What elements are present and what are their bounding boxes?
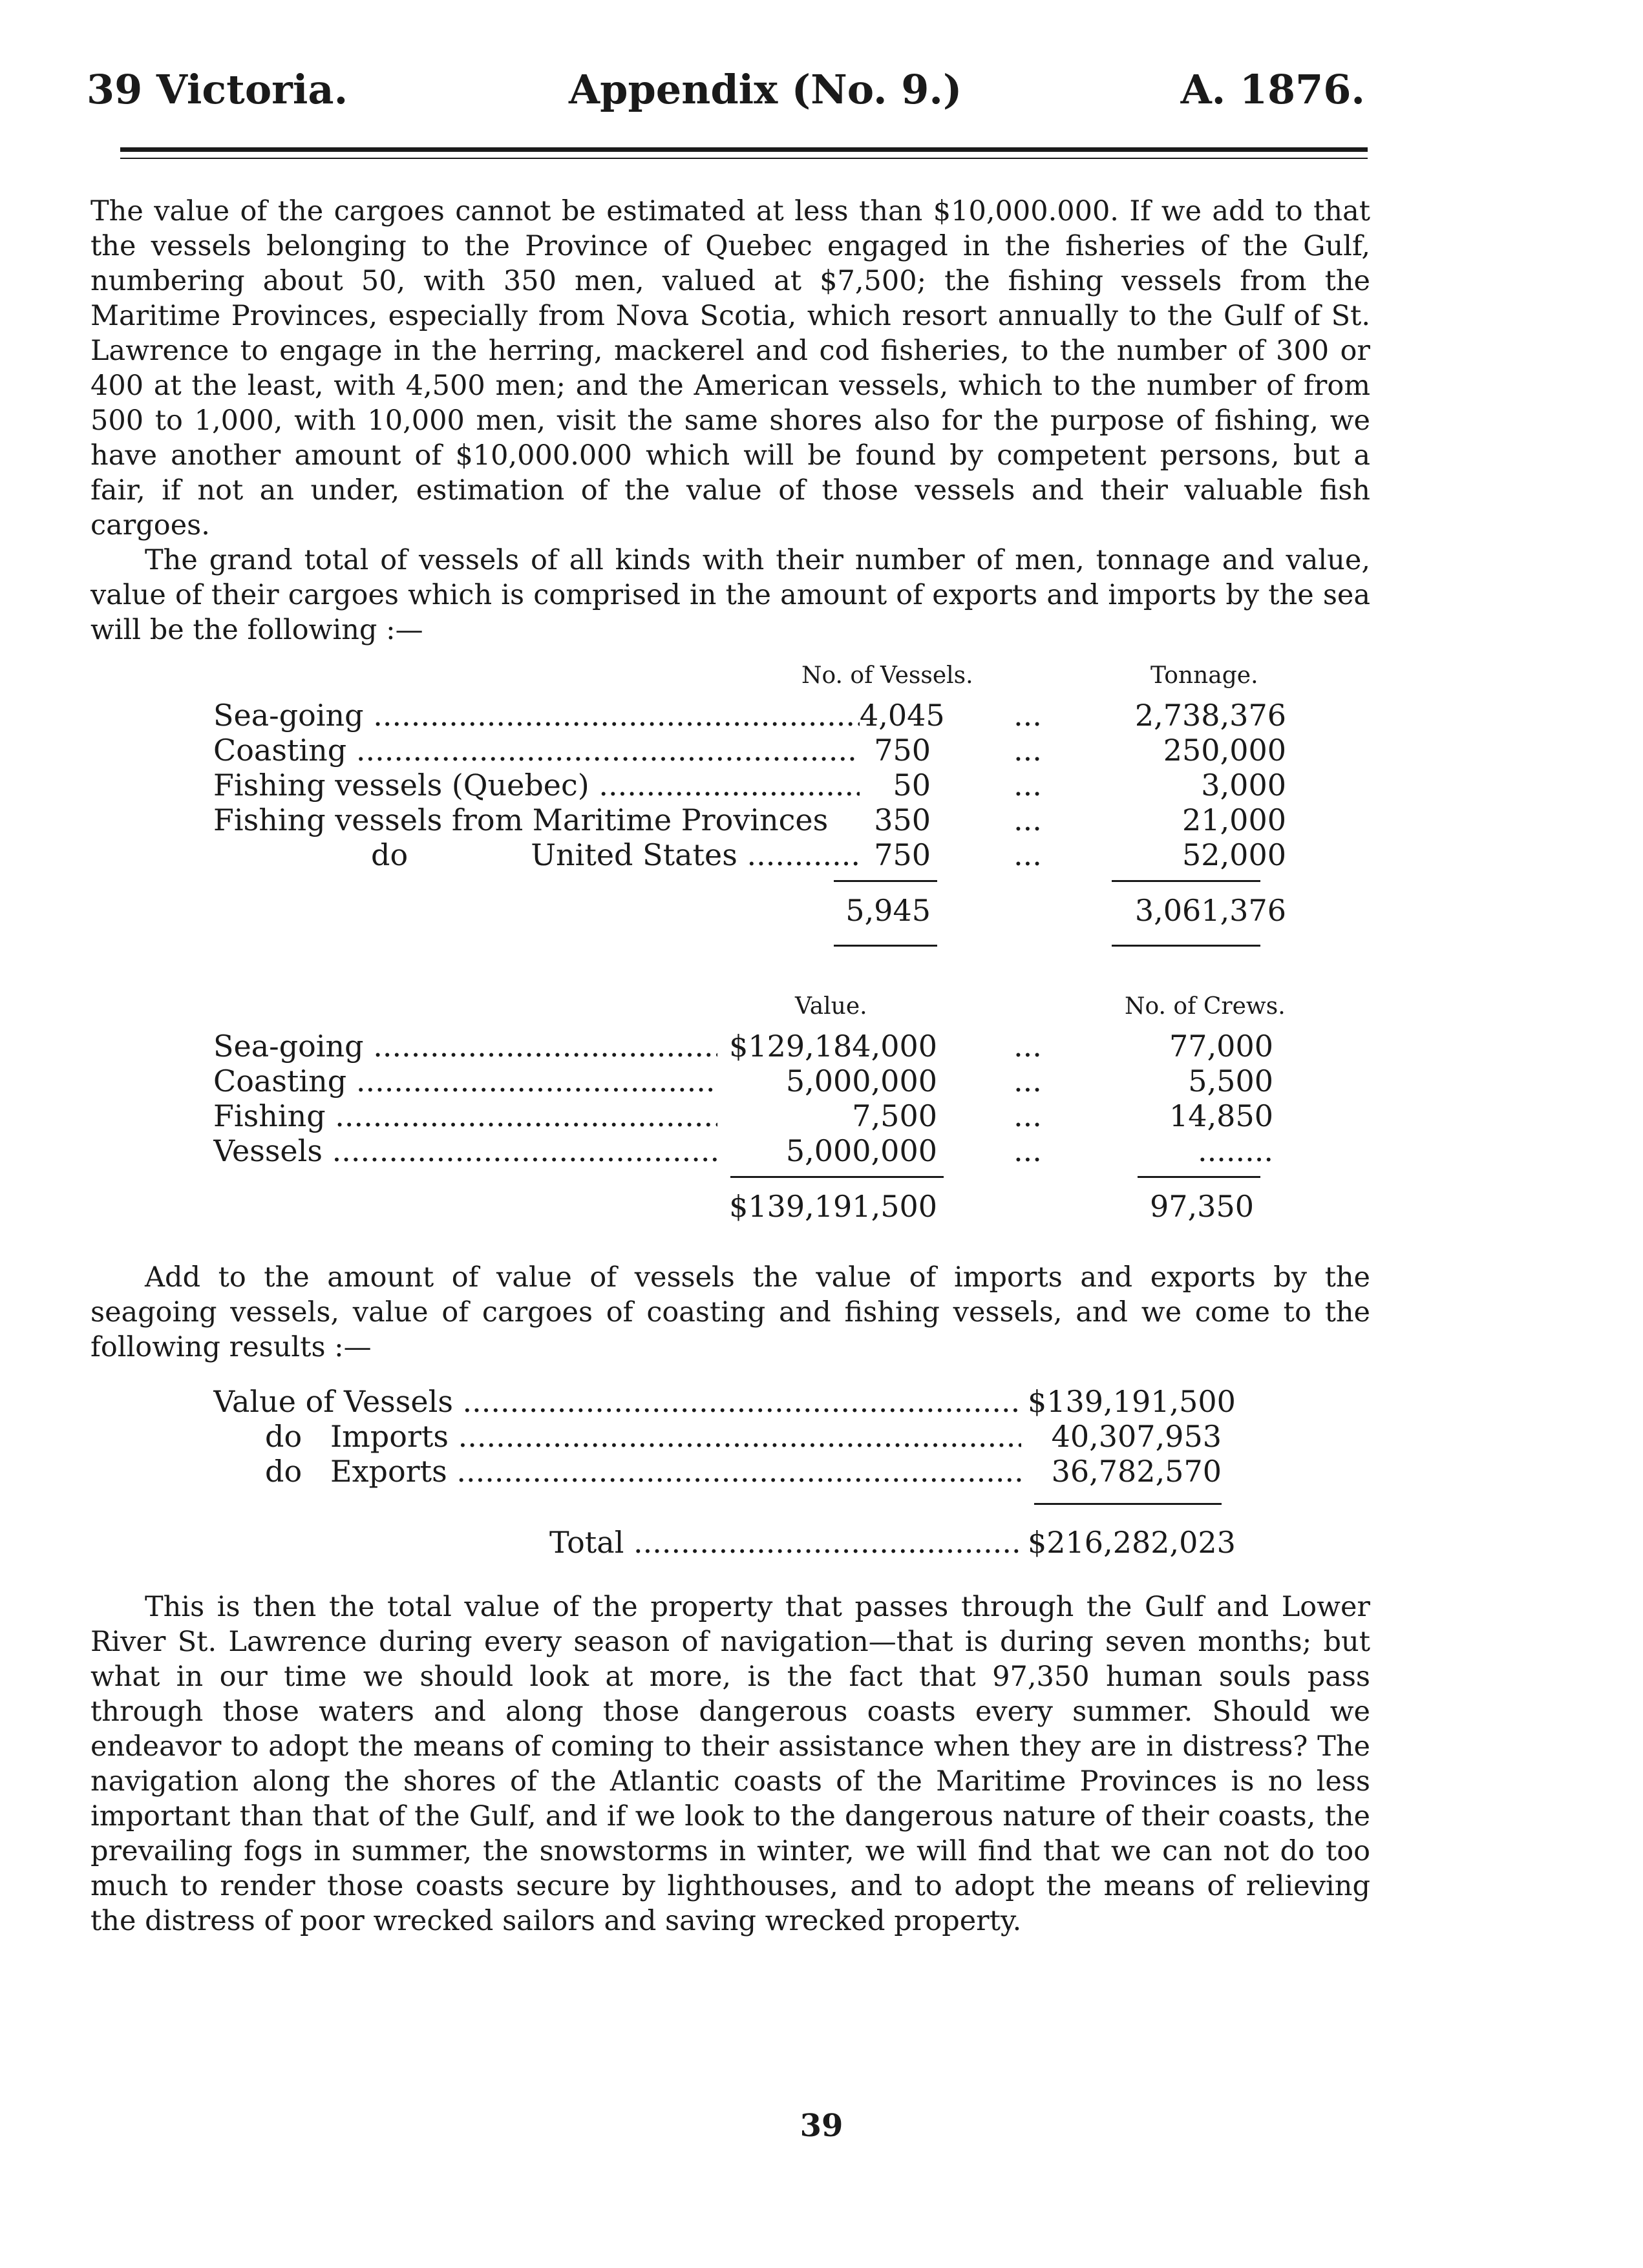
summary-row (213, 1454, 1222, 1489)
row-crews: 14,850 (1169, 1098, 1273, 1133)
row-label: Fishing vessels (Quebec) ..... (213, 768, 860, 803)
row-separator: ... (1013, 837, 1042, 872)
row-separator: ... (1013, 1098, 1042, 1133)
header-rule-thin (120, 158, 1368, 159)
row-separator: ... (1013, 803, 1042, 837)
table2-total-crews: 97,350 (1150, 1189, 1254, 1224)
table1-vessels-rule-bottom (834, 945, 937, 947)
row-label: Sea-going ..... (213, 1029, 717, 1064)
summary-value: 36,782,570 (1051, 1454, 1222, 1489)
row-vessels: 50 (893, 768, 931, 803)
row-value: 5,000,000 (785, 1133, 937, 1168)
header-appendix: Appendix (No. 9.) (569, 66, 962, 113)
table1-col-tonnage: Tonnage. (1150, 662, 1258, 689)
row-crews: ........ (1198, 1133, 1273, 1168)
row-label: Fishing vessels from Maritime Provinces (213, 803, 829, 837)
header-year: A. 1876. (1180, 66, 1365, 113)
row-separator: ... (1013, 1064, 1042, 1098)
table2-crews-rule (1138, 1176, 1260, 1178)
row-tonnage: 52,000 (1182, 837, 1286, 872)
row-separator: ... (1013, 768, 1042, 803)
row-vessels: 750 (874, 837, 931, 872)
row-crews: 5,500 (1188, 1064, 1273, 1098)
summary-rule (1034, 1503, 1222, 1505)
row-label: Coasting ..... (213, 733, 860, 768)
row-separator: ... (1013, 1029, 1042, 1064)
row-tonnage: 3,000 (1201, 768, 1286, 803)
paragraph-grand-total: The grand total of vessels of all kinds with their number of men, tonnage and value, value of their cargoes which is comprised in the amount of exports and imports by the sea will be the following :— (90, 544, 1370, 646)
row-tonnage: 2,738,376 (1134, 698, 1286, 733)
row-vessels: 750 (874, 733, 931, 768)
table2-total-value: $139,191,500 (729, 1189, 937, 1224)
row-separator: ... (1013, 733, 1042, 768)
row-tonnage: 21,000 (1182, 803, 1286, 837)
row-label: Vessels ..... (213, 1133, 717, 1168)
table2-col-value: Value. (795, 993, 867, 1020)
table2-col-crews: No. of Crews. (1125, 993, 1286, 1020)
summary-label: do Imports ..... (213, 1419, 1021, 1454)
row-label: do United States ..... (213, 837, 860, 872)
table1-total-vessels: 5,945 (845, 893, 931, 928)
row-tonnage: 250,000 (1163, 733, 1286, 768)
row-label: Sea-going ..... (213, 698, 860, 733)
row-value: 5,000,000 (785, 1064, 937, 1098)
page-number: 39 (800, 2108, 843, 2144)
summary-total-label: Total ..... (549, 1525, 1021, 1560)
table1-col-vessels: No. of Vessels. (801, 662, 973, 689)
summary-label: Value of Vessels ..... (213, 1384, 1021, 1419)
summary-label: do Exports ..... (213, 1454, 1021, 1489)
row-label: Coasting ..... (213, 1064, 717, 1098)
row-crews: 77,000 (1169, 1029, 1273, 1064)
paragraph-cargo-value: The value of the cargoes cannot be estimated at less than $10,000.000. If we add to that the vessels belonging to the Province of Quebec engaged in the fisheries of the Gulf, numbering about 50, with 350 men, valued at $7,500; the fishing vessels from the Maritime Provinces, especially from Nova Scotia, which resort annually to the Gulf of St. Lawrence to engage in the herring, mackerel and cod fisheries, to the number of 300 or 400 at the least, with 4,500 men; and the American vessels, which to the number of from 500 to 1,000, with 10,000 men, visit the same shores also for the purpose of fishing, we have another amount of $10,000.000 which will be found by competent persons, but a fair, if not an under, estimation of the value of those vessels and their valuable fish cargoes. (90, 195, 1370, 541)
summary-row (213, 1384, 1236, 1419)
row-separator: ... (1013, 1133, 1042, 1168)
table1-vessels-rule (834, 880, 937, 882)
summary-total-value: $216,282,023 (1028, 1525, 1236, 1560)
row-separator: ... (1013, 698, 1042, 733)
summary-row (213, 1419, 1222, 1454)
paragraph-total-property: This is then the total value of the property that passes through the Gulf and Lower River St. Lawrence during every season of navigation—that is during seven months; but what in our time we should look at more, is the fact that 97,350 human souls pass through those waters and along those dangerous coasts every summer. Should we endeavor to adopt the means of coming to their assistance when they are in distress? The navigation along the shores of the Atlantic coasts of the Maritime Provinces is no less important than that of the Gulf, and if we look to the dangerous nature of their coasts, the prevailing fogs in summer, the snowstorms in winter, we will find that we can not do too much to render those coasts secure by lighthouses, and to adopt the means of relieving the distress of poor wrecked sailors and saving wrecked property. (90, 1591, 1370, 1937)
row-vessels: 350 (874, 803, 931, 837)
paragraph-add-imports: Add to the amount of value of vessels the value of imports and exports by the seagoing vessels, value of cargoes of coasting and fishing vessels, and we come to the following results :— (90, 1261, 1370, 1363)
table1-tonnage-rule-bottom (1112, 945, 1260, 947)
header-rule-thick (120, 147, 1368, 152)
table1-tonnage-rule (1112, 880, 1260, 882)
summary-total-row (213, 1525, 1236, 1560)
table1-total-tonnage: 3,061,376 (1134, 893, 1286, 928)
summary-value: $139,191,500 (1028, 1384, 1236, 1419)
row-vessels: 4,045 (860, 698, 945, 733)
table2-value-rule (730, 1176, 944, 1178)
header-session: 39 Victoria. (87, 66, 348, 113)
summary-value: 40,307,953 (1051, 1419, 1222, 1454)
row-value: $129,184,000 (729, 1029, 937, 1064)
row-label: Fishing ..... (213, 1098, 717, 1133)
row-value: 7,500 (852, 1098, 937, 1133)
